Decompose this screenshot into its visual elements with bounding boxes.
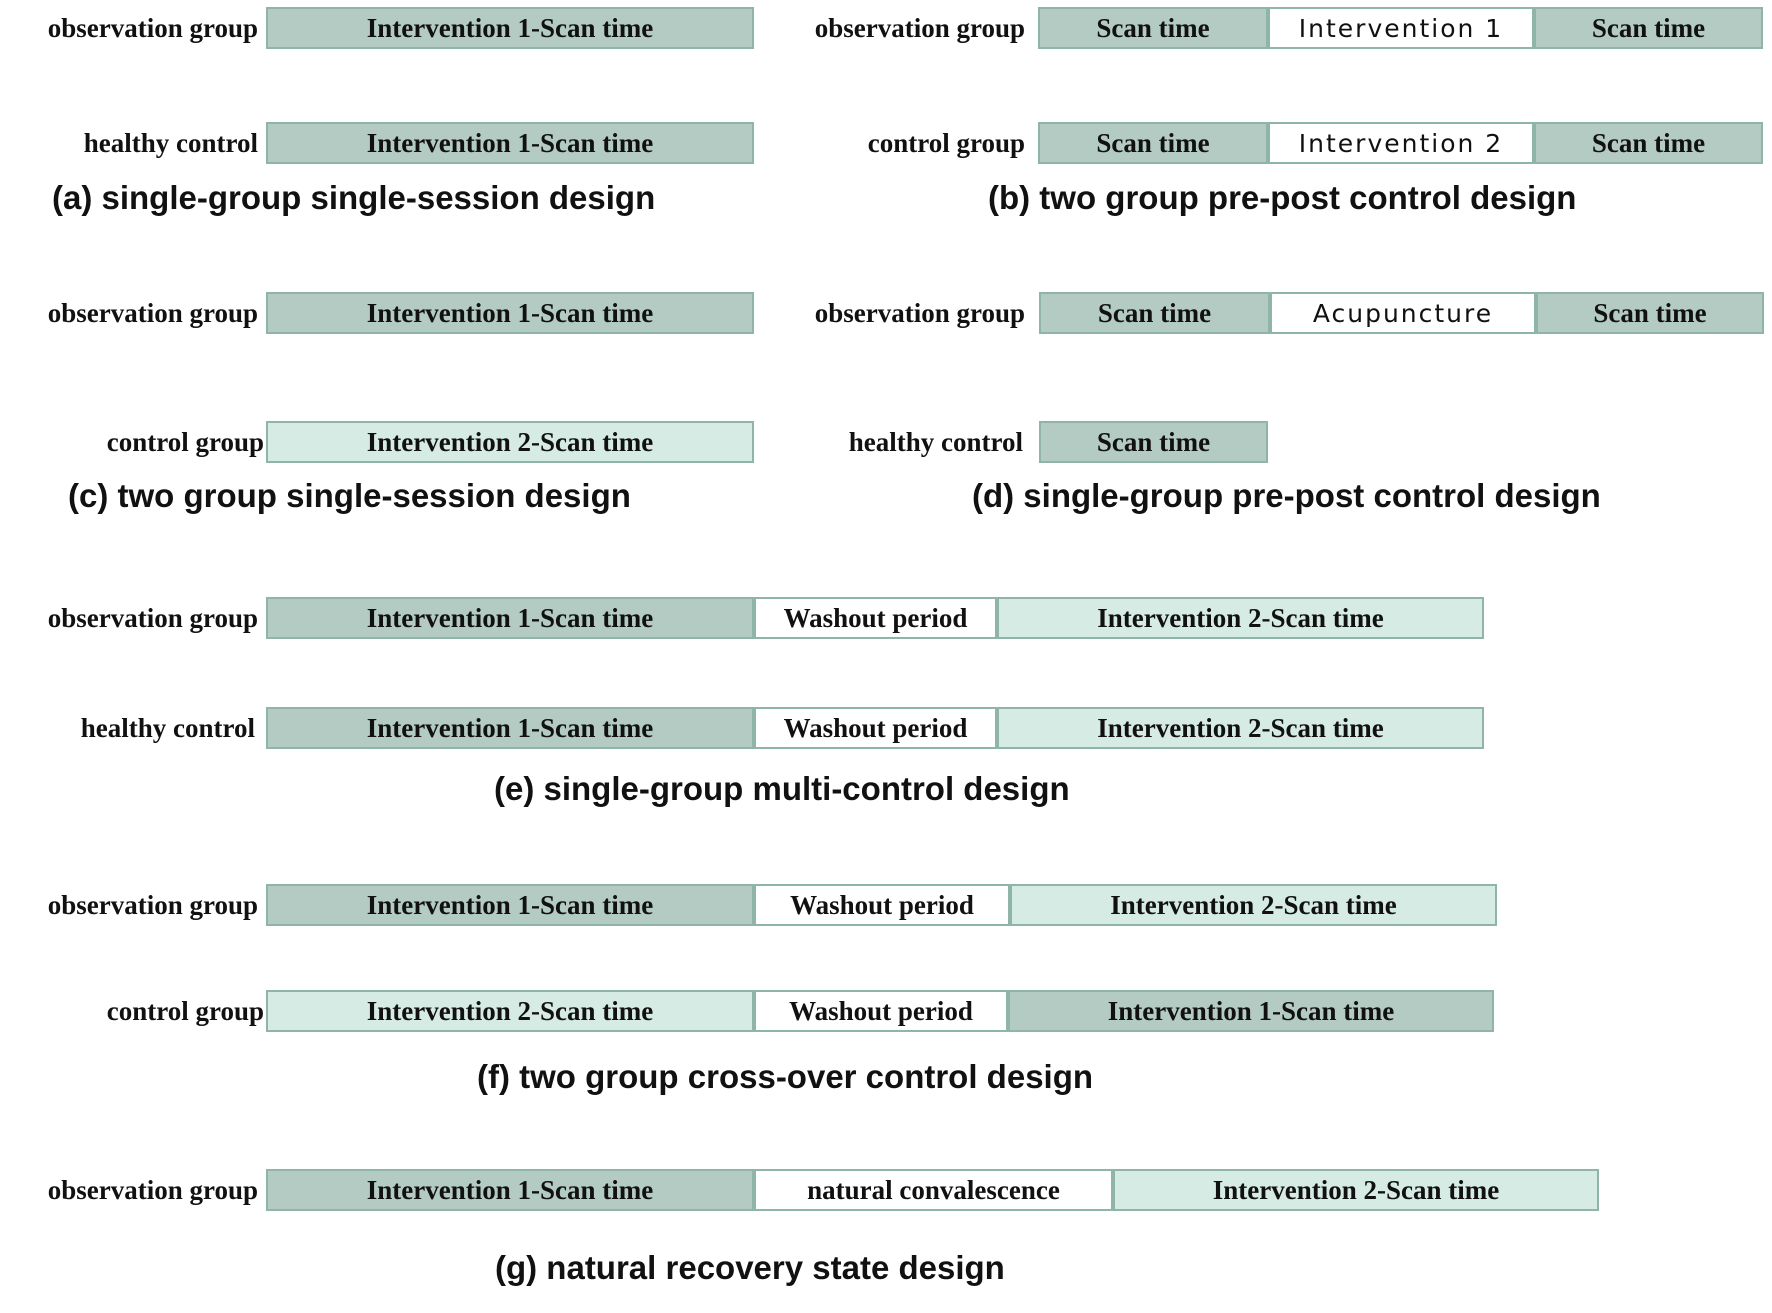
group-label: observation group (47, 890, 258, 920)
timeline-segment: Intervention 1-Scan time (266, 707, 754, 749)
timeline-segment: Scan time (1536, 292, 1764, 334)
timeline-segment: Intervention 1-Scan time (266, 7, 754, 49)
timeline-segment: Intervention 1-Scan time (1008, 990, 1494, 1032)
timeline-segment: Scan time (1039, 292, 1270, 334)
timeline-segment: Intervention 1-Scan time (266, 292, 754, 334)
timeline-segment: Intervention 2-Scan time (266, 990, 754, 1032)
group-label: healthy control (848, 427, 1023, 457)
group-label: observation group (814, 13, 1025, 43)
timeline-segment: Intervention 1-Scan time (266, 884, 754, 926)
timeline-segment: Intervention 1-Scan time (266, 1169, 754, 1211)
group-label: observation group (47, 603, 258, 633)
group-label: observation group (47, 13, 258, 43)
timeline-segment: Acupuncture (1270, 292, 1536, 334)
timeline-segment: Washout period (754, 990, 1008, 1032)
group-label: healthy control (83, 128, 258, 158)
panel-caption: (e) single-group multi-control design (494, 770, 1070, 807)
panel-caption: (f) two group cross-over control design (477, 1058, 1094, 1095)
panel-caption: (c) two group single-session design (68, 477, 631, 514)
timeline-segment: Intervention 2-Scan time (1113, 1169, 1599, 1211)
group-label: observation group (47, 1175, 258, 1205)
panel-caption: (g) natural recovery state design (495, 1249, 1005, 1286)
timeline-segment: Scan time (1039, 421, 1268, 463)
panel-caption: (b) two group pre-post control design (988, 179, 1577, 216)
group-label: observation group (814, 298, 1025, 328)
timeline-segment: Intervention 2-Scan time (997, 707, 1484, 749)
group-label: observation group (47, 298, 258, 328)
timeline-segment: Intervention 1-Scan time (266, 597, 754, 639)
group-label: control group (867, 128, 1025, 158)
group-label: healthy control (80, 713, 255, 743)
timeline-segment: Intervention 2-Scan time (266, 421, 754, 463)
timeline-segment: Intervention 1-Scan time (266, 122, 754, 164)
group-label: control group (106, 996, 264, 1026)
panel-caption: (a) single-group single-session design (52, 179, 656, 216)
timeline-segment: Scan time (1534, 7, 1763, 49)
timeline-segment: Washout period (754, 707, 997, 749)
timeline-segment: Scan time (1534, 122, 1763, 164)
timeline-segment: Scan time (1038, 7, 1268, 49)
timeline-segment: natural convalescence (754, 1169, 1113, 1211)
group-label: control group (106, 427, 264, 457)
timeline-segment: Washout period (754, 597, 997, 639)
timeline-segment: Intervention 1 (1268, 7, 1534, 49)
timeline-segment: Scan time (1038, 122, 1268, 164)
timeline-segment: Intervention 2-Scan time (997, 597, 1484, 639)
timeline-segment: Intervention 2-Scan time (1010, 884, 1497, 926)
timeline-segment: Washout period (754, 884, 1010, 926)
timeline-segment: Intervention 2 (1268, 122, 1534, 164)
panel-caption: (d) single-group pre-post control design (972, 477, 1601, 514)
